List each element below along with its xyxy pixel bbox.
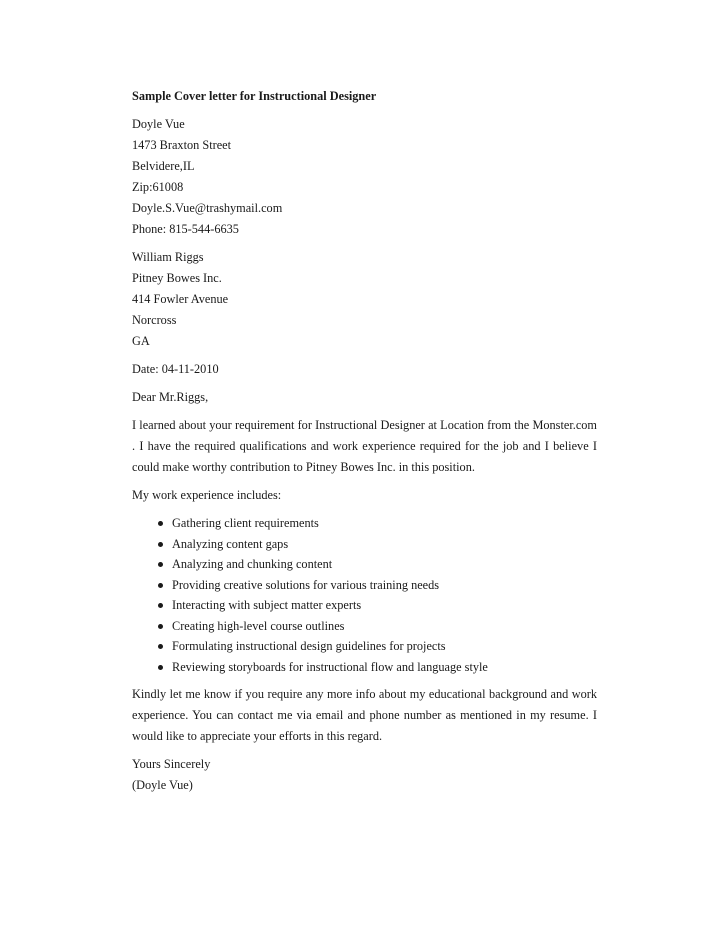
list-item-text: Formulating instructional design guidelines for projects bbox=[172, 639, 446, 653]
list-item bbox=[132, 657, 597, 678]
list-item-text: Providing creative solutions for various training needs bbox=[172, 577, 440, 592]
sender-zip: Zip:61008 bbox=[132, 180, 184, 194]
signoff: Yours Sincerely bbox=[132, 757, 211, 771]
list-item-text: Reviewing storyboards for instructional flow and language style bbox=[172, 659, 488, 674]
list-item bbox=[132, 534, 597, 555]
list-item bbox=[132, 575, 597, 596]
sender-street: 1473 Braxton Street bbox=[132, 138, 232, 152]
bullet-icon bbox=[158, 644, 163, 649]
salutation: Dear Mr.Riggs, bbox=[132, 390, 209, 404]
letter-date: Date: 04-11-2010 bbox=[132, 362, 219, 376]
bullet-icon bbox=[158, 583, 163, 588]
recipient-city: Norcross bbox=[132, 313, 177, 327]
sender-address bbox=[132, 114, 597, 240]
list-item bbox=[132, 554, 597, 575]
letter-page bbox=[132, 86, 597, 796]
list-item-text: Interacting with subject matter experts bbox=[172, 598, 362, 612]
sender-phone: Phone: 815-544-6635 bbox=[132, 222, 239, 236]
recipient-company: Pitney Bowes Inc. bbox=[132, 271, 222, 285]
signature-block bbox=[132, 754, 597, 796]
bullet-icon bbox=[158, 624, 163, 629]
experience-list bbox=[132, 513, 597, 677]
recipient-address bbox=[132, 247, 597, 352]
intro-paragraph: I learned about your requirement for Instructional Designer at Location from the Monster.com . I have the required qualifications and work experience required for the job and I believe I could make worthy contribution to Pitney Bowes Inc. in this position. bbox=[132, 418, 597, 474]
experience-heading: My work experience includes: bbox=[132, 488, 282, 502]
sender-email: Doyle.S.Vue@trashymail.com bbox=[132, 201, 283, 215]
list-item bbox=[132, 513, 597, 534]
list-item bbox=[132, 595, 597, 616]
list-item-text: Analyzing content gaps bbox=[172, 536, 289, 551]
list-item-text: Gathering client requirements bbox=[172, 516, 319, 530]
bullet-icon bbox=[158, 521, 163, 526]
list-item bbox=[132, 636, 597, 657]
list-item bbox=[132, 616, 597, 637]
list-item-text: Analyzing and chunking content bbox=[172, 557, 333, 571]
signature-name: (Doyle Vue) bbox=[132, 778, 193, 792]
closing-paragraph: Kindly let me know if you require any more info about my educational background and work experience. You can contact me via email and phone number as mentioned in my resume. I would like to appreciate your efforts in this regard. bbox=[132, 687, 597, 743]
bullet-icon bbox=[158, 562, 163, 567]
recipient-name: William Riggs bbox=[132, 250, 204, 264]
recipient-state: GA bbox=[132, 334, 150, 348]
bullet-icon bbox=[158, 542, 163, 547]
bullet-icon bbox=[158, 603, 163, 608]
list-item-text: Creating high-level course outlines bbox=[172, 618, 345, 633]
recipient-street: 414 Fowler Avenue bbox=[132, 292, 229, 306]
bullet-icon bbox=[158, 665, 163, 670]
sender-name: Doyle Vue bbox=[132, 117, 185, 131]
sender-city: Belvidere,IL bbox=[132, 159, 195, 173]
document-title: Sample Cover letter for Instructional Designer bbox=[132, 89, 377, 103]
